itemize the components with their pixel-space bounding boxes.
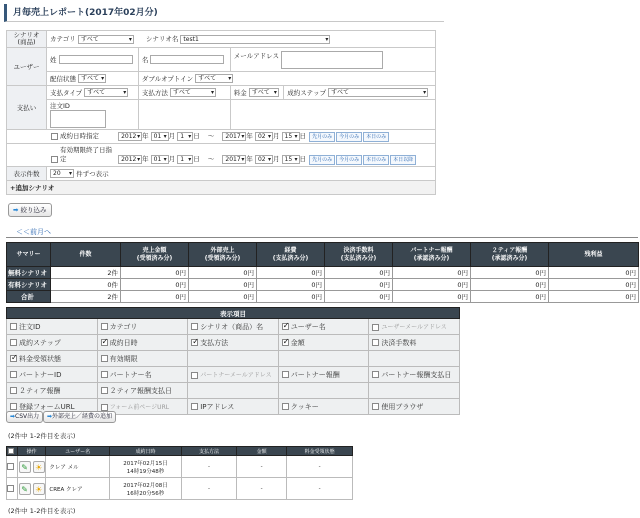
sun-icon[interactable]: ☀ [33,483,45,495]
from-year-select[interactable]: 2012 ▾ [118,155,142,164]
summary-cell: 0円 [189,291,257,303]
display-item-label: 成約ステップ [19,338,61,347]
after-today-button[interactable]: 本日以降 [390,155,416,165]
display-items-table [6,307,460,415]
display-item [278,335,369,351]
display-item [97,351,188,367]
tilde: 〜 [207,155,215,163]
display-item [7,367,98,383]
display-item-checkbox[interactable] [282,403,289,410]
summary-cell: 0円 [257,291,325,303]
summary-cell: 0円 [189,267,257,279]
display-item-checkbox[interactable] [10,339,17,346]
display-items-row [7,335,460,351]
sun-icon[interactable]: ☀ [33,461,45,473]
display-item-checkbox[interactable] [10,371,17,378]
display-item [369,335,460,351]
pay-type-label: 支払タイプ [50,88,83,97]
display-item-checkbox[interactable] [282,371,289,378]
display-item-checkbox[interactable] [191,323,198,330]
summary-cell: 0円 [549,291,639,303]
day-unit: 日 [299,132,307,140]
from-year-select[interactable]: 2012 ▾ [118,132,142,141]
day-unit: 日 [193,155,200,163]
summary-header: 件数 [51,243,121,267]
summary-cell: 0円 [325,291,393,303]
year-unit: 年 [246,155,253,163]
tilde: 〜 [207,132,215,140]
row-checkbox[interactable] [7,485,14,492]
summary-cell: 0円 [121,291,189,303]
prev-month-button[interactable]: 先月のみ [309,132,335,142]
contract-date: 2017年02月08日 [123,482,168,489]
display-item [278,367,369,383]
summary-cell: 0件 [51,279,121,291]
row-checkbox-cell [7,456,18,478]
month-unit: 月 [272,132,280,140]
results-header: ユーザー名 [46,447,110,456]
summary-cell: 0円 [471,267,549,279]
display-items-row [7,367,460,383]
display-item [188,351,279,367]
to-day-select[interactable]: 15 ▾ [282,132,300,141]
summary-cell: 0円 [121,279,189,291]
this-month-button[interactable]: 今月のみ [336,155,362,165]
display-item-checkbox[interactable] [372,324,379,331]
day-unit: 日 [299,155,307,163]
display-item-label: 成約日時 [109,338,138,347]
row-checkbox[interactable] [7,463,14,470]
last-name-input[interactable] [59,55,133,64]
display-item-label: パートナー報酬 [290,370,340,379]
display-item-checkbox[interactable] [101,404,108,411]
summary-cell: 0円 [257,267,325,279]
payment-method-cell: - [182,456,237,478]
summary-cell: 0円 [393,291,471,303]
results-header: 支払方法 [182,447,237,456]
contract-date-cell [109,478,181,500]
first-name-input[interactable] [150,55,224,64]
display-item-checkbox[interactable] [10,355,17,362]
display-item-label: 支払方法 [200,338,229,347]
expiry-date-checkbox[interactable] [51,156,58,163]
pencil-icon[interactable]: ✎ [19,483,31,495]
display-item [97,367,188,383]
display-item-label: 有効期限 [109,354,138,363]
results-header: 金額 [236,447,286,456]
display-item [369,319,460,335]
this-month-button[interactable]: 今月のみ [336,132,362,142]
year-unit: 年 [142,132,149,140]
summary-cell: 0円 [471,291,549,303]
year-unit: 年 [142,155,149,163]
display-items-row [7,383,460,399]
fee-label: 料金 [233,88,247,97]
add-scenario-link[interactable]: +追加シナリオ [7,181,436,195]
summary-row-label: 無料シナリオ [7,267,51,279]
display-item [369,367,460,383]
narrow-button[interactable] [8,203,52,217]
scenario-name-label: シナリオ名 [145,35,179,44]
fee-select[interactable]: すべて ▾ [249,88,279,97]
contract-time: 14時19分48秒 [126,468,165,475]
summary-cell: 0円 [393,279,471,291]
summary-cell: 0円 [325,279,393,291]
double-optin-select[interactable]: すべて ▾ [195,74,233,83]
display-item-checkbox[interactable] [10,403,17,410]
summary-cell: 0円 [325,267,393,279]
payment-header: 支払い [7,86,47,130]
summary-cell: 0円 [189,279,257,291]
display-item-label: 金額 [290,338,305,347]
summary-row [7,267,639,279]
scenario-name-select[interactable]: test1 ▾ [180,35,330,44]
summary-cell: 0円 [549,267,639,279]
email-label: メールアドレス [233,51,279,60]
display-item [278,399,369,415]
contract-date-label: 成約日時指定 [60,132,99,140]
contract-time: 16時20分56秒 [126,490,165,497]
summary-row-label: 有料シナリオ [7,279,51,291]
payment-status-cell: - [287,478,353,500]
category-select[interactable]: すべて ▾ [78,35,134,44]
to-month-select[interactable]: 02 ▾ [255,155,273,164]
display-item-checkbox[interactable] [372,371,379,378]
pay-method-label: 支払方法 [141,88,168,97]
order-id-textarea[interactable] [50,110,106,128]
display-item-label: ２ティア報酬 [19,386,61,395]
display-item-label: シナリオ（商品）名 [200,322,264,331]
category-label: カテゴリ [50,35,76,44]
contract-date-cell [109,456,181,478]
operation-cell [17,456,45,478]
display-item-checkbox[interactable] [372,339,379,346]
display-item-checkbox[interactable] [10,323,17,330]
display-item-label: パートナーメールアドレス [200,372,272,379]
display-item [97,383,188,399]
display-item [369,399,460,415]
summary-row [7,279,639,291]
payment-status-cell: - [287,456,353,478]
arrow-right-icon: ➡ [13,206,19,214]
summary-cell: 2件 [51,291,121,303]
display-item [188,399,279,415]
display-item-label: ２ティア報酬支払日 [109,386,173,395]
month-unit: 月 [168,132,176,140]
display-item-label: 決済手数料 [381,338,417,347]
display-item-label: 使用ブラウザ [381,402,424,411]
pay-type-select[interactable]: すべて ▾ [84,88,128,97]
last-name-label: 姓 [50,55,57,64]
summary-header: ２ティア報酬 (承認済み分) [471,243,549,267]
step-select[interactable]: すべて ▾ [328,88,428,97]
result-count-top: (2件中 1-2件目を表示) [8,432,76,440]
table-row [7,478,353,500]
from-day-select[interactable]: 1 ▾ [177,155,193,164]
prev-month-button[interactable]: 先月のみ [309,155,335,165]
contract-date-row [7,130,436,144]
payment-method-cell: - [182,478,237,500]
csv-button-label: CSV出力 [15,413,40,420]
display-item-checkbox[interactable] [191,372,198,379]
from-day-select[interactable]: 1 ▾ [177,132,193,141]
summary-cell: 0円 [257,279,325,291]
expiry-date-label: 有効期限終了日指定 [60,146,112,163]
display-item-checkbox[interactable] [282,339,289,346]
summary-row-label: 合計 [7,291,51,303]
display-item-label: 料金受領状態 [19,354,61,363]
operation-cell [17,478,45,500]
select-all-checkbox[interactable] [8,448,14,454]
display-item-checkbox[interactable] [101,323,108,330]
summary-header: 決済手数料 (支払済み分) [325,243,393,267]
email-textarea[interactable] [281,51,383,69]
display-item [188,335,279,351]
year-unit: 年 [246,132,253,140]
amount-cell: - [236,478,286,500]
summary-header: 売上金額 (受領済み分) [121,243,189,267]
display-item-label: パートナー名 [109,370,152,379]
delivery-label: 配信状態 [50,74,76,83]
display-item [97,335,188,351]
step-label: 成約ステップ [287,88,327,97]
delivery-select[interactable]: すべて ▾ [78,74,106,83]
display-item [369,383,460,399]
expiry-date-row [7,144,436,167]
summary-cell: 0円 [121,267,189,279]
user-header: ユーザー [7,48,47,86]
pay-method-select[interactable]: すべて ▾ [170,88,216,97]
external-sales-button-label: 外部売上／経費の追加 [52,413,113,420]
display-item [188,383,279,399]
display-item-label: パートナー報酬支払日 [381,370,452,379]
month-unit: 月 [168,155,176,163]
summary-header: 経費 (支払済み分) [257,243,325,267]
display-item-label: 注文ID [19,322,41,331]
arrow-right-icon: ➡ [47,413,53,420]
display-item-label: カテゴリ [109,322,138,331]
display-item [369,351,460,367]
display-item-checkbox[interactable] [10,387,17,394]
display-item-checkbox[interactable] [101,355,108,362]
user-name-cell: クレア メル [46,456,110,478]
divider [6,237,638,238]
display-item-checkbox[interactable] [372,403,379,410]
row-checkbox-cell [7,478,18,500]
pencil-icon[interactable]: ✎ [19,461,31,473]
amount-cell: - [236,456,286,478]
display-item [188,367,279,383]
month-unit: 月 [272,155,280,163]
display-items-header: 表示項目 [7,308,460,319]
summary-cell: 0円 [549,279,639,291]
filter-form [6,30,436,195]
display-item [278,383,369,399]
csv-button[interactable] [6,411,43,423]
result-count-bottom: (2件中 1-2件目を表示) [8,507,76,515]
display-item [97,319,188,335]
summary-header: サマリー [7,243,51,267]
summary-header: 外部売上 (受領済み分) [189,243,257,267]
display-items-row [7,351,460,367]
today-button[interactable]: 本日のみ [363,155,389,165]
results-table [6,446,353,500]
display-item-label: 登録フォームURL [19,402,75,411]
results-header: 操作 [17,447,45,456]
display-item [7,383,98,399]
arrow-right-icon: ➡ [10,413,16,420]
today-button[interactable]: 本日のみ [363,132,389,142]
display-item-label: ユーザーメールアドレス [381,324,447,331]
double-optin-label: ダブルオプトイン [141,74,194,83]
summary-cell: 2件 [51,267,121,279]
display-item-label: IPアドレス [200,402,235,411]
per-page-select[interactable]: 20 ▾ [50,169,74,178]
summary-row [7,291,639,303]
summary-table [6,242,639,303]
display-item [278,351,369,367]
order-id-label: 注文ID [50,102,70,110]
per-page-suffix: 件ずつ表示 [76,169,109,178]
page-title: 月毎売上レポート(2017年02月分) [4,4,444,22]
day-unit: 日 [193,132,200,140]
to-month-select[interactable]: 02 ▾ [255,132,273,141]
display-item [278,319,369,335]
to-day-select[interactable]: 15 ▾ [282,155,300,164]
user-name-cell: CREA クレア [46,478,110,500]
display-item-label: クッキー [290,402,319,411]
to-year-select[interactable]: 2017 ▾ [222,155,246,164]
display-item-checkbox[interactable] [101,387,108,394]
display-item [7,335,98,351]
results-header: 料金受領状態 [287,447,353,456]
display-item-label: フォーム前ページURL [109,404,170,411]
from-month-select[interactable]: 01 ▾ [151,132,169,141]
display-item-label: パートナーID [19,370,62,379]
summary-header: 残利益 [549,243,639,267]
summary-cell: 0円 [393,267,471,279]
display-item-checkbox[interactable] [191,403,198,410]
display-items-row [7,319,460,335]
results-header [7,447,18,456]
display-item [188,319,279,335]
scenario-header: シナリオ (商品) [7,31,47,48]
display-item-checkbox[interactable] [101,371,108,378]
display-item [7,319,98,335]
display-item-checkbox[interactable] [101,339,108,346]
summary-cell: 0円 [471,279,549,291]
results-header: 成約日時 [109,447,181,456]
prev-month-link[interactable]: ＜＜前月へ [16,228,51,236]
display-item [7,351,98,367]
table-row [7,456,353,478]
summary-header: パートナー報酬 (承認済み分) [393,243,471,267]
from-month-select[interactable]: 01 ▾ [151,155,169,164]
contract-date-checkbox[interactable] [51,133,58,140]
display-item-label: ユーザー名 [290,322,326,331]
per-page-label: 表示件数 [7,167,47,181]
to-year-select[interactable]: 2017 ▾ [222,132,246,141]
contract-date: 2017年02月15日 [123,460,168,467]
display-item-checkbox[interactable] [282,323,289,330]
narrow-button-label: 絞り込み [20,206,47,214]
display-item-checkbox[interactable] [191,339,198,346]
external-sales-button[interactable] [43,411,116,423]
first-name-label: 名 [141,55,149,64]
